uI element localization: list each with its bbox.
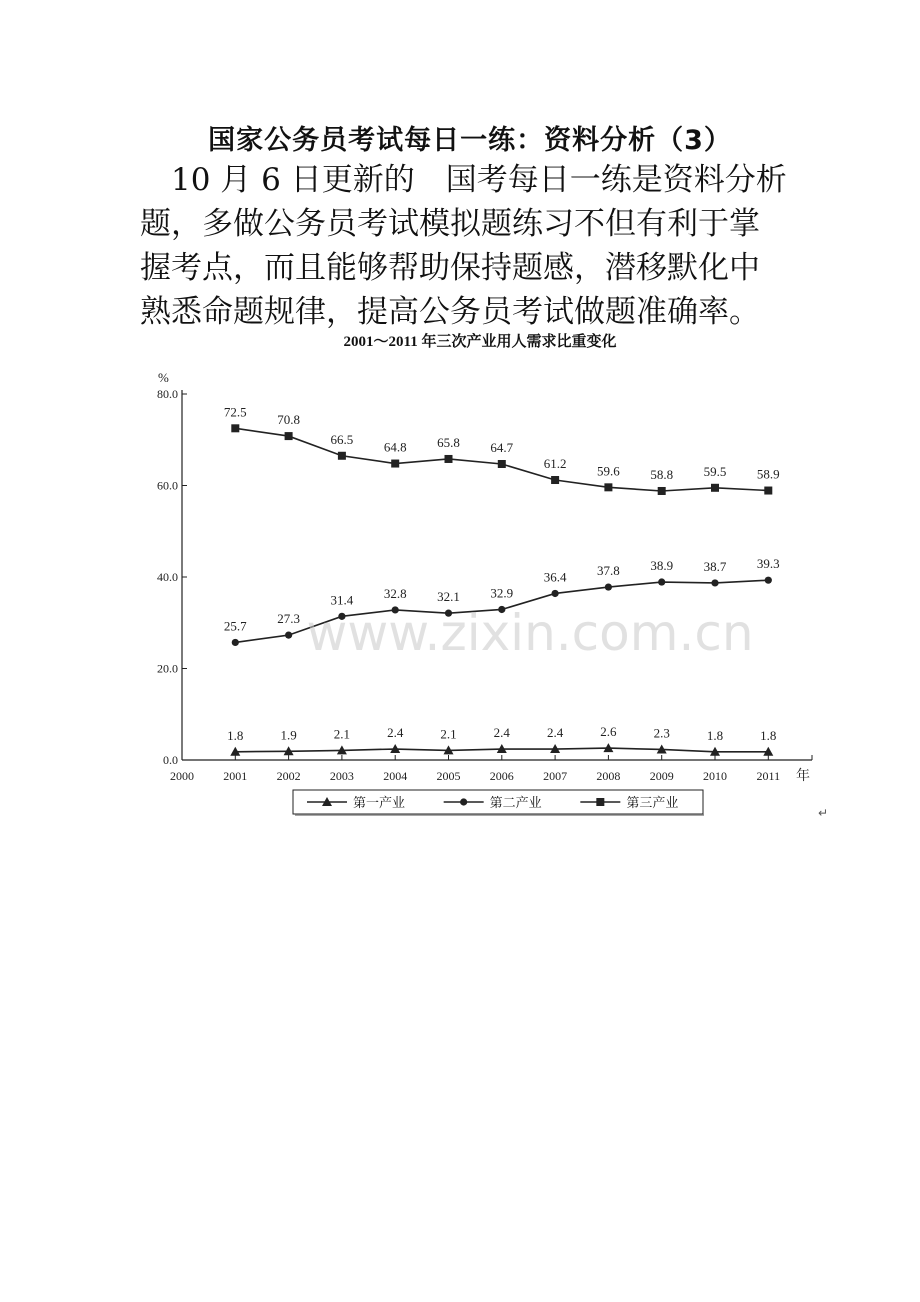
- data-label: 31.4: [330, 592, 354, 608]
- x-tick-label: 2005: [436, 769, 461, 783]
- document-title: 国家公务员考试每日一练：资料分析（3）: [208, 125, 732, 156]
- x-tick-label: 2000: [170, 769, 194, 783]
- data-label: 70.8: [277, 412, 300, 428]
- body-line: 题，多做公务员考试模拟题练习不但有利于掌: [140, 206, 760, 242]
- data-label: 66.5: [330, 431, 354, 447]
- x-axis-label: 年: [796, 769, 810, 784]
- data-label: 58.9: [756, 466, 780, 482]
- data-point-square: [498, 460, 506, 468]
- data-label: 64.7: [490, 439, 514, 455]
- data-label: 1.8: [760, 727, 777, 743]
- data-point-square: [285, 432, 293, 440]
- x-tick-label: 2001: [223, 769, 248, 783]
- x-tick-label: 2011: [756, 769, 781, 783]
- document-body: [140, 158, 800, 334]
- data-label: 25.7: [223, 618, 247, 634]
- body-line: 握考点，而且能够帮助保持题感，潜移默化中: [140, 250, 760, 286]
- legend-label: 第三产业: [626, 795, 679, 810]
- y-tick-label: 60.0: [157, 478, 178, 493]
- line-chart: [0, 320, 920, 840]
- data-point-square: [764, 487, 772, 495]
- data-label: 1.8: [706, 727, 724, 743]
- legend-label: 第二产业: [489, 795, 542, 810]
- x-tick-label: 2010: [703, 769, 727, 783]
- data-label: 32.9: [490, 585, 514, 601]
- data-label: 2.4: [493, 725, 510, 741]
- legend-marker-circle: [460, 798, 467, 805]
- body-line: 熟悉命题规律，提高公务员考试做题准确率。: [140, 294, 760, 330]
- data-label: 1.9: [280, 727, 297, 743]
- data-label: 65.8: [437, 434, 460, 450]
- data-point-square: [604, 483, 612, 491]
- data-label: 2.1: [333, 726, 351, 742]
- body-line: 10 月 6 日更新的 国考每日一练是资料分析: [140, 162, 787, 198]
- data-point-circle: [658, 578, 665, 585]
- x-tick-label: 2009: [649, 769, 674, 783]
- data-point-square: [551, 476, 559, 484]
- y-tick-label: 0.0: [163, 753, 178, 767]
- data-point-circle: [285, 632, 292, 639]
- data-label: 32.1: [437, 589, 460, 605]
- data-label: 38.7: [703, 558, 727, 574]
- data-label: 2.3: [653, 725, 670, 741]
- data-label: 72.5: [223, 404, 247, 420]
- x-tick-label: 2002: [276, 769, 301, 783]
- data-point-square: [391, 460, 399, 468]
- data-label: 38.9: [650, 558, 674, 574]
- data-label: 32.8: [383, 585, 407, 601]
- data-label: 39.3: [756, 556, 780, 572]
- data-label: 37.8: [597, 563, 620, 579]
- data-point-square: [231, 424, 239, 432]
- data-label: 27.3: [277, 611, 300, 627]
- data-point-circle: [711, 579, 718, 586]
- chart-svg: [0, 320, 920, 840]
- watermark: www.zixin.com.cn: [306, 604, 754, 662]
- series-line-square: [235, 428, 768, 491]
- data-label: 2.4: [387, 725, 404, 741]
- data-label: 64.8: [383, 439, 407, 455]
- y-tick-label: 20.0: [157, 661, 178, 676]
- x-tick-label: 2003: [329, 769, 354, 783]
- data-point-circle: [232, 639, 239, 646]
- x-tick-label: 2008: [596, 769, 621, 783]
- data-label: 36.4: [543, 569, 567, 585]
- data-point-square: [338, 452, 346, 460]
- paragraph-mark: ↵: [818, 806, 829, 820]
- chart-title: 2001～2011 年三次产业用人需求比重变化: [343, 334, 617, 350]
- y-tick-label: 80.0: [157, 387, 178, 401]
- data-label: 2.4: [546, 725, 564, 741]
- y-axis-label: %: [158, 370, 169, 385]
- data-point-circle: [605, 583, 612, 590]
- data-label: 59.6: [597, 463, 620, 479]
- x-tick-label: 2004: [383, 769, 408, 783]
- legend-label: 第一产业: [353, 795, 406, 810]
- data-point-square: [658, 487, 666, 495]
- data-label: 2.1: [440, 726, 457, 742]
- y-tick-label: 40.0: [157, 570, 178, 584]
- data-point-circle: [552, 590, 559, 597]
- legend-marker-square: [596, 798, 604, 806]
- data-label: 1.8: [227, 727, 244, 743]
- data-point-square: [711, 484, 719, 492]
- x-tick-label: 2006: [489, 769, 514, 783]
- data-label: 58.8: [650, 466, 674, 482]
- x-tick-label: 2007: [543, 769, 568, 783]
- data-label: 59.5: [703, 463, 727, 479]
- data-point-circle: [765, 577, 772, 584]
- data-point-square: [445, 455, 453, 463]
- data-label: 2.6: [600, 724, 617, 740]
- data-label: 61.2: [543, 456, 567, 472]
